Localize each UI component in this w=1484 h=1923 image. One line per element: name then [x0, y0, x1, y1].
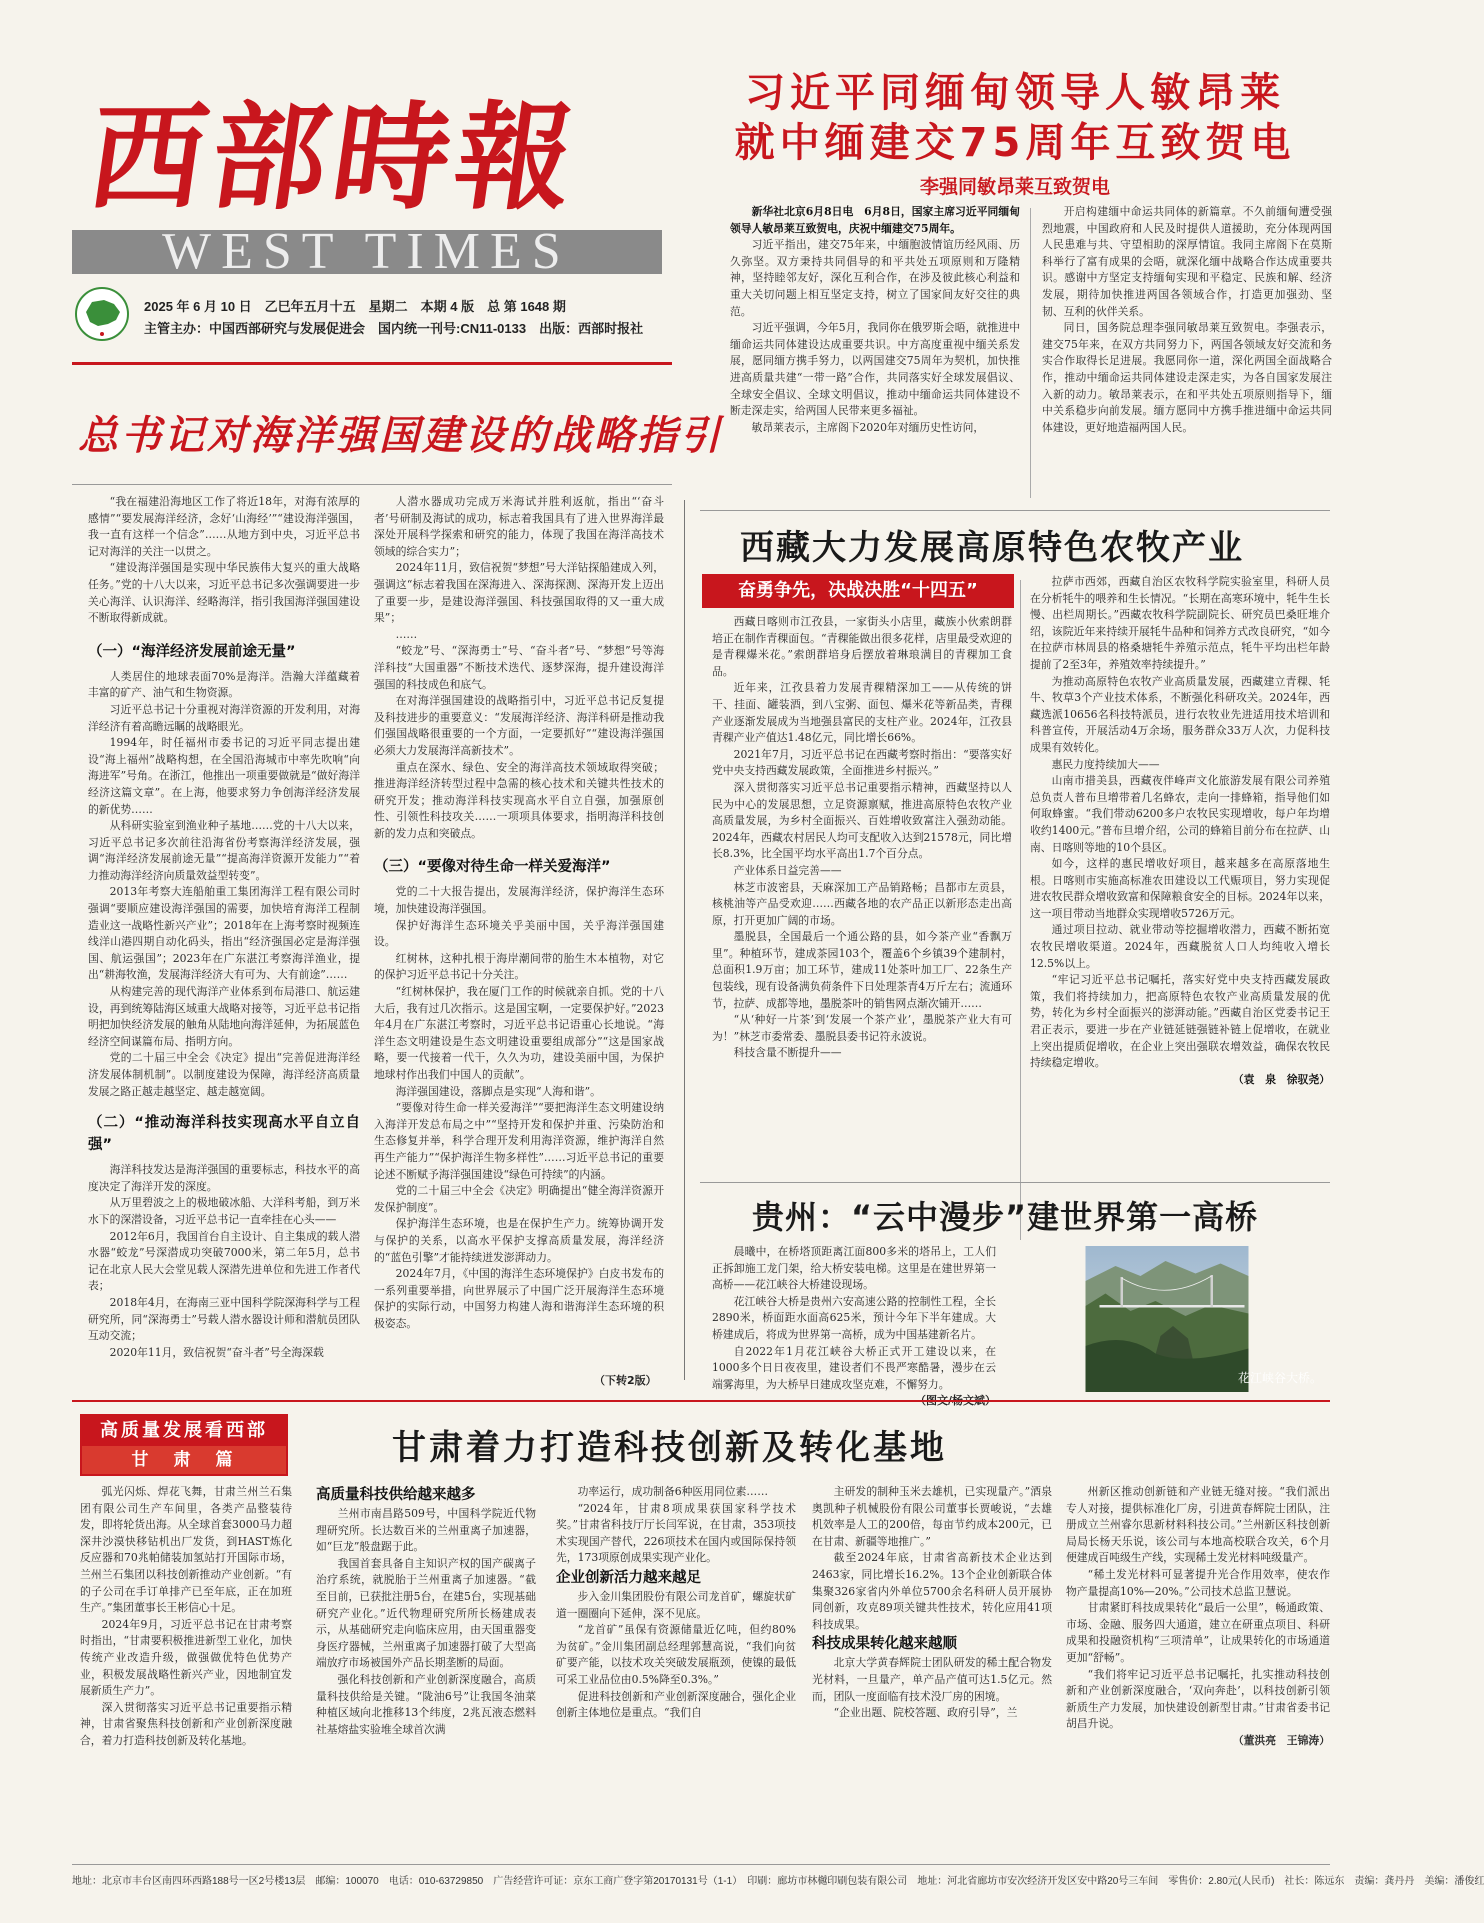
- guizhou-para: 晨曦中，在桥塔顶距离江面800多米的塔吊上，工人们正拆卸施工龙门架，给大桥安装电梯。这里是在建世界第一高桥——花江峡谷大桥建设现场。: [712, 1245, 996, 1292]
- lead-para-5: 开启构建缅中命运共同体的新篇章。不久前缅甸遭受强烈地震，中国政府和人民及时提供人道援助，充分体现两国人民患难与共、守望相助的深厚情谊。我同主席阁下在莫斯科举行了富有成果的会晤，就深化缅中战略合作达成重要共识。感谢中方坚定支持缅甸实现和平稳定、民族和解、经济发展，期待加快推进两国各领域合作，打造更加强劲、坚韧、互利的伙伴关系。: [1042, 205, 1332, 318]
- gansu-para: 深入贯彻落实习近平总书记重要指示精神，甘肃省聚焦科技创新和产业创新深度融合，着力打造科技创新及转化基地。: [80, 1700, 292, 1747]
- footer-rule: [72, 1864, 1330, 1865]
- ocean-para: 重点在深水、绿色、安全的海洋高技术领域取得突破；推进海洋经济转型过程中急需的核心技术和关键共性技术的研究开发；推动海洋科技实现高水平自立自强，加强原创性、引领性科技攻关……一项项具体要求，指明海洋科技创新的发力点和突破点。: [374, 760, 664, 840]
- tibet-para: “从‘种好一片茶’到‘发展一个茶产业’，墨脱茶产业大有可为！”林芝市委常委、墨脱县委书记符永波说。: [712, 1013, 1012, 1043]
- tibet-para: 拉萨市西郊，西藏自治区农牧科学院实验室里，科研人员在分析牦牛的喂养和生长情况。“长期在高寒环境中，牦牛生长慢、出栏周期长。”西藏农牧科学院副院长、研究员巴桑旺堆介绍，该院近年来持续开展牦牛品种和饲养方式改良研究，“如今在拉萨市林周县的格桑塘牦牛养殖示范点，牦牛平均出栏年龄提前了2至3年，养殖效率持续提升。”: [1030, 575, 1330, 671]
- gansu-column-4: [812, 1484, 1052, 1904]
- lead-column-1: [730, 204, 1020, 496]
- ocean-para: ……: [395, 627, 418, 641]
- gansu-banner-line2: 甘 肃 篇: [82, 1446, 286, 1474]
- gansu-para: 2024年9月，习近平总书记在甘肃考察时指出，“甘肃要积极推进新型工业化，加快传统产业改造升级，做强做优特色优势产业，积极发展战略性新兴产业，因地制宜发展新质生产力”。: [80, 1617, 292, 1698]
- ocean-para: 保护好海洋生态环境关乎美丽中国，关乎海洋强国建设。: [374, 918, 664, 949]
- ocean-para: 保护海洋生态环境，也是在保护生产力。统筹协调开发与保护的关系，以高水平保护支撑高质量发展，海洋经济的“蓝色引擎”才能持续迸发澎湃动力。: [374, 1217, 664, 1264]
- ocean-para: 从构建完善的现代海洋产业体系到布局港口、航运建设，再到统筹陆海区域重大战略对接等，习近平总书记指明把加快经济发展的触角从陆地向海洋延伸，为拓展蓝色经济空间谋篇布局、指明方向。: [88, 985, 360, 1048]
- gansu-para: 功率运行，成功制备6种医用同位素……: [577, 1485, 769, 1498]
- tibet-para: 科技含量不断提升——: [733, 1046, 842, 1060]
- guizhou-top-rule: [700, 1182, 1330, 1183]
- ocean-para: 人潜水器成功完成万米海试并胜利返航，指出“‘奋斗者’号研制及海试的成功，标志着我国具有了进入世界海洋最深处开展科学探索和研究的能力，体现了我国在海洋高技术领域的综合实力”；: [374, 495, 664, 558]
- guizhou-para: 自2022年1月花江峡谷大桥正式开工建设以来，在1000多个日日夜夜里，建设者们不畏严寒酷暑，漫步在云端雾海里，为大桥早日建成攻坚克难，不懈努力。: [712, 1344, 996, 1391]
- ocean-para: 党的二十届三中全会《决定》提出“完善促进海洋经济发展体制机制”。以制度建设为保障，海洋经济高质量发展之路正越走越坚定、越走越宽阔。: [88, 1051, 360, 1098]
- lead-story: [700, 68, 1332, 434]
- gansu-column-1: [80, 1484, 292, 1904]
- tibet-para: 为推动高原特色农牧产业高质量发展，西藏建立青稞、牦牛、牧草3个产业技术体系，不断强化科研攻关。2024年，西藏选派10656名科技特派员，进行农牧业先进适用技术培训和科普宣传，开展活动4万余场，服务群众33万人次，力促科技成果有效转化。: [1030, 674, 1330, 754]
- ocean-para: 2013年考察大连船舶重工集团海洋工程有限公司时强调“要顺应建设海洋强国的需要，加快培育海洋工程制造业这一战略性新兴产业”；2018年在上海考察时视频连线洋山港四期自动化码头，指出“经济强国必定是海洋强国、航运强国”；2023年在广东湛江考察海洋渔业，提出“耕海牧渔，发展海洋经济大有可为、大有前途”……: [88, 885, 360, 982]
- tibet-para: 产业体系日益完善——: [733, 863, 842, 877]
- tibet-para: 山南市措美县，西藏夜伴峰声文化旅游发展有限公司养殖总负责人普布旦增带着几名蜂农，走向一排蜂箱，指导他们如何取蜂蜜。“我们带动6200多户农牧民实现增收，每户年均增收约1400元。”普布旦增介绍，公司的蜂箱目前分布在拉萨、山南、日喀则等地的10个县区。: [1030, 774, 1330, 854]
- gansu-para: 州新区推动创新链和产业链无缝对接。“我们派出专人对接，提供标准化厂房，引进黄春辉院士团队，注册成立兰州睿尔思新材料科技公司。”兰州新区科技创新局局长杨天乐说，该公司与本地高校联合攻关，6个月便建成百吨级生产线，实现稀土发光材料吨级量产。: [1066, 1485, 1330, 1565]
- tibet-column-2: [1030, 574, 1330, 1244]
- logo-emblem: [74, 286, 130, 342]
- gansu-column-3: [556, 1484, 796, 1904]
- gansu-para: 甘肃紧盯科技成果转化“最后一公里”，畅通政策、市场、金融、服务四大通道，建立在研重点项目、科研成果和投融资机构“三项清单”，让成果转化的市场通道更加“舒畅”。: [1066, 1601, 1330, 1664]
- guizhou-headline: 贵州：“云中漫步”建世界第一高桥: [752, 1198, 1259, 1236]
- top-rule: [72, 362, 672, 365]
- ocean-para: “红树林保护，我在厦门工作的时候就亲自抓。党的十八大后，我有过几次指示。这是国宝啊，一定要保护好。”2023年4月在广东湛江考察时，习近平总书记语重心长地说。“海洋生态文明建设是生态文明建设重要组成部分”“这是国家战略，要一代接着一代干，久久为功，建设美丽中国，为保护地球村作出我们中国人的贡献”。: [374, 985, 664, 1081]
- tibet-column-1: [712, 614, 1012, 1244]
- ocean-para: 2020年11月，致信祝贺“奋斗者”号全海深载: [109, 1345, 324, 1359]
- ocean-para: 从万里碧波之上的极地破冰船、大洋科考船，到万米水下的深潜设备，习近平总书记一直牵挂在心头——: [88, 1196, 360, 1226]
- ocean-para: “要像对待生命一样关爱海洋”“要把海洋生态文明建设纳入海洋开发总布局之中”“坚持开发和保护并重、污染防治和生态修复并举，科学合理开发利用海洋资源，维护海洋自然再生产能力”“保护海洋生物多样性”……习近平总书记的重要论述不断赋予海洋强国建设“绿色可持续”的内涵。: [374, 1101, 664, 1181]
- guizhou-para: 花江峡谷大桥是贵州六安高速公路的控制性工程，全长2890米，桥面距水面高625米，预计今年下半年建成。大桥建成后，将成为世界第一高桥，成为中国基建新名片。: [712, 1294, 996, 1341]
- lead-para-3: 习近平强调，今年5月，我同你在俄罗斯会晤，就推进中缅命运共同体建设达成重要共识。中方高度重视中缅关系发展，愿同缅方携手努力，以两国建交75周年为契机，加快推进高质量共建“一带一路”合作，共同落实好全球发展倡议、全球安全倡议、全球文明倡议，推动中缅命运共同体建设不断走深走实，给两国人民带来更多福祉。: [730, 321, 1020, 418]
- tibet-top-rule: [700, 510, 1330, 511]
- ocean-para: 习近平总书记十分重视对海洋资源的开发利用，对海洋经济有着高瞻远瞩的战略眼光。: [88, 702, 360, 733]
- lead-column-2: [1042, 204, 1332, 496]
- gansu-column-5: [1066, 1484, 1330, 1904]
- gansu-para: “稀土发光材料可显著提升光合作用效率，使农作物产量提高10%—20%。”公司技术总监卫慧说。: [1066, 1567, 1330, 1598]
- tibet-para: “牢记习近平总书记嘱托，落实好党中央支持西藏发展政策，我们将持续加力，把高原特色农牧产业高质量发展的优势，转化为乡村全面振兴的澎湃动能。”西藏自治区党委书记王君正表示，要进一步在产业链延链强链补链上促增收，在就业上突出提质促增收，在企业上突出强联农增效益，确保农牧民持续稳定增收。: [1030, 973, 1330, 1070]
- gansu-para: 促进科技创新和产业创新深度融合，强化企业创新主体地位是重点。“我们自: [556, 1689, 796, 1720]
- ocean-column-1: [88, 494, 360, 1374]
- ocean-para: 1994年，时任福州市委书记的习近平同志提出建设“海上福州”战略构想，在全国沿海城市中率先吹响“向海进军”号角。在浙江，他推出一项重要做就是“做好海洋经济这篇文章”。在上海，他要求努力争创海洋经济发展的新优势……: [88, 736, 360, 816]
- ocean-para: 在对海洋强国建设的战略指引中，习近平总书记反复提及科技进步的重要意义：“发展海洋经济、海洋科研是推动我们强国战略很重要的一个方面，一定要抓好”“建设海洋强国必须大力发展海洋高新技术”。: [374, 694, 664, 757]
- gansu-para: “2024年，甘肃8项成果获国家科学技术奖。”甘肃省科技厅厅长闫军说，在甘肃，353项技术实现国产替代，226项技术在国内或国际保持领先，173项原创成果实现产业化。: [556, 1501, 796, 1565]
- tibet-para: 2021年7月，习近平总书记在西藏考察时指出：“要落实好党中央支持西藏发展政策，全面推进乡村振兴。”: [712, 747, 1012, 778]
- tibet-para: 通过项目拉动、就业带动等挖掘增收潜力，西藏不断拓宽农牧民增收渠道。2024年，西藏脱贫人口人均纯收入增长12.5%以上。: [1030, 923, 1330, 970]
- guizhou-column: [712, 1244, 996, 1390]
- lead-para-6: 同日，国务院总理李强同敏昂莱互致贺电。李强表示，建交75年来，在双方共同努力下，两国各领域友好交流和务实合作取得长足进展。我愿同你一道，深化两国全面战略合作，推动中缅命运共同体建设走深走实，为各自国家发展注入新的动力。敏昂莱表示，在和平共处五项原则指导下，缅中关系稳步向前发展。缅方愿同中方携手推进缅中命运共同体建设，更好地造福两国人民。: [1042, 321, 1332, 434]
- gansu-para: 截至2024年底，甘肃省高新技术企业达到2463家，同比增长16.2%。13个企业创新联合体集聚326家省内外单位5700余名科研人员开展协同创新，攻克89项关键共性技术，转化应用41项科技成果。: [812, 1551, 1052, 1631]
- ocean-section-2-heading: （二）“推动海洋科技实现高水平自立自强”: [88, 1115, 360, 1154]
- ocean-section-3-heading: （三）“要像对待生命一样关爱海洋”: [374, 859, 611, 876]
- lead-subhead: 李强同敏昂莱互致贺电: [919, 176, 1110, 198]
- ocean-section-1-heading: （一）“海洋经济发展前途无量”: [88, 643, 296, 660]
- tibet-divider: [1020, 580, 1021, 1240]
- gansu-section-1-heading: 高质量科技供给越来越多: [316, 1487, 476, 1503]
- ocean-para: 从科研实验室到渔业种子基地……党的十八大以来，习近平总书记多次前往沿海省份考察海洋经济发展，强调“海洋经济发展前途无量”“提高海洋资源开发能力”“着力推动海洋经济向质量效益型转变”。: [88, 819, 360, 882]
- ocean-para: 党的二十届三中全会《决定》明确提出“健全海洋资源开发保护制度”。: [374, 1184, 664, 1214]
- gansu-byline: （董洪亮 王锦涛）: [1232, 1733, 1330, 1747]
- gansu-para: 强化科技创新和产业创新深度融合，高质量科技供给是关键。“陇油6号”让我国冬油菜种植区域向北推移13个纬度，2兆瓦液态燃料社基熔盐实验堆全球首次满: [316, 1672, 536, 1736]
- gansu-para: “龙首矿”虽保有资源储量近亿吨，但约80%为贫矿。”金川集团副总经理郭慧高说，“我们向贫矿要产能，以技术攻关突破发展瓶颈，使镍的最低可采工业品位由0.5%降至0.3%。”: [556, 1623, 796, 1686]
- ocean-headline: 总书记对海洋强国建设的战略指引: [78, 413, 723, 459]
- gansu-para: 我国首套具备自主知识产权的国产碳离子治疗系统，就脱胎于兰州重离子加速器。“截至目前，已获批注册5台，在建5台，实现基础研究产业化。”近代物理研究所所长杨建成表示，从基础研究走向临床应用，由天国重器变身医疗器械，兰州重离子加速器打破了大型高端放疗市场被国外产品长期垄断的局面。: [316, 1556, 536, 1670]
- lead-headline-line1: 习近平同缅甸领导人敏昂莱: [745, 70, 1285, 116]
- gansu-para: 兰州市南昌路509号，中国科学院近代物理研究所。长达数百米的兰州重离子加速器，如“巨龙”般盘踞于此。: [316, 1507, 536, 1554]
- gansu-section-3-heading: 科技成果转化越来越顺: [812, 1636, 957, 1653]
- ocean-column-2: [374, 494, 664, 1374]
- continued-note[interactable]: （下转2版）: [594, 1374, 657, 1387]
- ocean-para: 2024年11月，致信祝贺“梦想”号大洋钻探船建成入列，强调这“标志着我国在深海进入、深海探测、深海开发上迈出了重要一步，是建设海洋强国、科技强国取得的又一重大成果”；: [374, 561, 664, 625]
- ocean-para: 人类居住的地球表面70%是海洋。浩瀚大洋蕴藏着丰富的矿产、油气和生物资源。: [88, 669, 360, 700]
- gansu-top-rule: [72, 1400, 1330, 1402]
- tibet-byline: （袁 泉 徐驭尧）: [1232, 1072, 1330, 1086]
- gansu-para: 北京大学黄春辉院士团队研发的稀土配合物发光材料，一旦量产，单产品产值可达1.5亿元。然而，团队一度面临有技术没厂房的困境。: [812, 1656, 1052, 1703]
- ocean-para: 党的二十大报告提出，发展海洋经济，保护海洋生态环境，加快建设海洋强国。: [374, 885, 664, 916]
- masthead: [72, 60, 662, 350]
- tibet-para: 如今，这样的惠民增收好项目，越来越多在高原落地生根。日喀则市实施高标准农田建设以工代赈项目，努力实现促进农牧民群众增收致富和保障粮食安全的目标。2024年以来，这一项目带动当地群众实现增收5726万元。: [1030, 857, 1330, 920]
- ocean-para: 2018年4月，在海南三亚中国科学院深海科学与工程研究所，同“深海勇士”号载人潜水器设计师和潜航员团队互动交流；: [88, 1295, 360, 1343]
- ocean-para: “建设海洋强国是实现中华民族伟大复兴的重大战略任务。”党的十八大以来，习近平总书记多次强调要进一步关心海洋、认识海洋、经略海洋，指引我国海洋强国建设不断取得新成就。: [88, 561, 360, 625]
- bridge-photo: [1004, 1246, 1330, 1392]
- issue-date-line: 2025 年 6 月 10 日 乙巳年五月十五 星期二 本期 4 版 总 第 1648 期: [144, 299, 566, 314]
- ocean-para: 海洋科技发达是海洋强国的重要标志，科技水平的高度决定了海洋开发的深度。: [88, 1163, 360, 1193]
- center-divider: [684, 500, 685, 1380]
- tibet-para: 惠民力度持续加大——: [1051, 757, 1160, 771]
- masthead-english-band: [72, 223, 662, 280]
- lead-headline-line2: 就中缅建交75周年互致贺电: [734, 120, 1296, 166]
- lead-para-1: 新华社北京6月8日电 6月8日，国家主席习近平同缅甸领导人敏昂莱互致贺电，庆祝中缅建交75周年。: [730, 205, 1020, 235]
- ocean-para: “蛟龙”号、“深海勇士”号、“奋斗者”号、“梦想”号等海洋科技“大国重器”不断技术迭代、逐梦深海，提升建设海洋强国的科技成色和底气。: [374, 644, 664, 691]
- tibet-para: 林芝市波密县，天麻深加工产品销路畅；昌都市左贡县，核桃油等产品受欢迎……西藏各地的农产品正以新形态走出高原，打开更加广阔的市场。: [712, 880, 1012, 927]
- gansu-headline: 甘肃着力打造科技创新及转化基地: [392, 1428, 947, 1468]
- tibet-headline: 西藏大力发展高原特色农牧产业: [740, 528, 1244, 568]
- gansu-para: “我们将牢记习近平总书记嘱托，扎实推动科技创新和产业创新深度融合，‘双向奔赴’，以科技创新引领新质生产力发展，加快建设创新型甘肃。”甘肃省委书记胡昌升说。: [1066, 1667, 1330, 1731]
- page-footer: 地址：北京市丰台区南四环西路188号一区2号楼13层 邮编：100070 电话：010-63729850 广告经营许可证：京东工商广登字第20170131号（1-1） 印刷：廊坊市林樾印刷包装有限公司 地址：河北省廊坊市安次经济开发区安中路20号三车间 零售价：2.80元(人民币) 社长：陈远东 责编：龚丹丹 美编：潘俊红: [72, 1876, 1484, 1887]
- tibet-para: 西藏日喀则市江孜县，一家街头小店里，藏族小伙索朗群培正在制作青稞面包。“青稞能做出很多花样，店里最受欢迎的是青稞爆米花。”索朗群培身后摆放着琳琅满目的青稞加工食品。: [712, 615, 1012, 678]
- gansu-para: 主研发的制种玉米去雄机，已实现量产。”酒泉奥凯种子机械股份有限公司董事长贾峻说，“去雄机效率是人工的200倍，每亩节约成本200元，已在甘肃、新疆等地推广。”: [812, 1485, 1052, 1548]
- bridge-photo-watermark: 花江峡谷大桥。: [1237, 1371, 1322, 1385]
- gansu-banner-line1: 高质量发展看西部: [82, 1416, 286, 1446]
- ocean-para: 2012年6月，我国首台自主设计、自主集成的载人潜水器“蛟龙”号深潜成功突破7000米，第二年5月，总书记在北京人民大会堂见载人深潜先进单位和先进工作者代表；: [88, 1229, 360, 1293]
- gansu-banner: [80, 1414, 288, 1476]
- masthead-title: 西部時報: [80, 90, 588, 226]
- masthead-english-title: WEST TIMES: [162, 223, 571, 280]
- ocean-para: “我在福建沿海地区工作了将近18年，对海有浓厚的感情”“要发展海洋经济，念好‘山海经’”“建设海洋强国，我一直有这样一个信念”……从地方到中央，习近平总书记对海洋的关注一以贯之。: [88, 495, 360, 558]
- tibet-para: 墨脱县，全国最后一个通公路的县，如今茶产业“香飘万里”。种植环节，建成茶园103个，覆盖6个乡镇39个建制村，总面积1.9万亩；加工环节，建成11处茶叶加工厂、22条生产包装线，现有设备满负荷条件下日处理茶青4万斤左右；流通环节，拉萨、成都等地，墨脱茶叶的销售网点渐次铺开……: [712, 930, 1012, 1010]
- lead-divider: [1030, 208, 1031, 498]
- ocean-headline-rule: [72, 484, 672, 485]
- gansu-section-2-heading: 企业创新活力越来越足: [556, 1569, 701, 1586]
- lead-para-2: 习近平指出，建交75年来，中缅胞波情谊历经风雨、历久弥坚。双方秉持共同倡导的和平共处五项原则和万隆精神，坚持睦邻友好，深化互利合作，在涉及彼此核心利益和重大关切问题上相互坚定支持，树立了国家间友好交往的典范。: [730, 238, 1020, 318]
- tibet-series-tag: 奋勇争先，决战决胜“十四五”: [702, 574, 1014, 608]
- ocean-para: 2024年7月，《中国的海洋生态环境保护》白皮书发布的一系列重要举措，向世界展示了中国广泛开展海洋生态环境保护的实际行动，中国努力构建人海和谐海洋生态环境的积极姿态。: [374, 1267, 664, 1330]
- ocean-para: 海洋强国建设，落脚点是实现“人海和谐”。: [395, 1084, 601, 1098]
- sponsor-line: 主管主办：中国西部研究与发展促进会 国内统一刊号:CN11-0133 出版：西部时报社: [144, 321, 644, 336]
- ocean-para: 红树林，这种扎根于海岸潮间带的胎生木本植物，对它的保护习近平总书记十分关注。: [374, 951, 664, 982]
- tibet-para: 近年来，江孜县着力发展青稞精深加工——从传统的饼干、挂面、罐装酒，到八宝粥、面包、爆米花等新品类，青稞产业逐渐发展成为当地强县富民的支柱产业。2024年，江孜县青稞产业产值达1.48亿元，同比增长66%。: [712, 681, 1012, 745]
- lead-para-4: 敏昂莱表示，主席阁下2020年对缅历史性访问，: [751, 420, 985, 434]
- china-map-logo-icon: [74, 286, 130, 342]
- gansu-column-2: [316, 1484, 536, 1904]
- gansu-para: 步入金川集团股份有限公司龙首矿，螺旋状矿道一圈圈向下延伸，深不见底。: [556, 1589, 796, 1620]
- gansu-para: “企业出题、院校答题、政府引导”，兰: [833, 1706, 1018, 1720]
- tibet-para: 深入贯彻落实习近平总书记重要指示精神，西藏坚持以人民为中心的发展思想，立足资源禀赋，推进高原特色农牧产业高质量发展，为乡村全面振兴、百姓增收致富注入强劲动能。2024年，西藏农村居民人均可支配收入达到21578元，同比增长8.3%，比全国平均水平高出1.7个百分点。: [712, 780, 1012, 861]
- gansu-para: 弧光闪烁、焊花飞舞，甘肃兰州兰石集团有限公司生产车间里，各类产品整装待发，即将轮货出海。从全球首套3000马力超深井沙漠快移钻机出厂发货，到HAST炼化反应器和70兆帕储装加氢站打开国际市场，兰州兰石集团以科技创新推动产业创新。“有的子公司在手订单排产已至年底，正在加班生产。”集团董事长王彬信心十足。: [80, 1485, 292, 1615]
